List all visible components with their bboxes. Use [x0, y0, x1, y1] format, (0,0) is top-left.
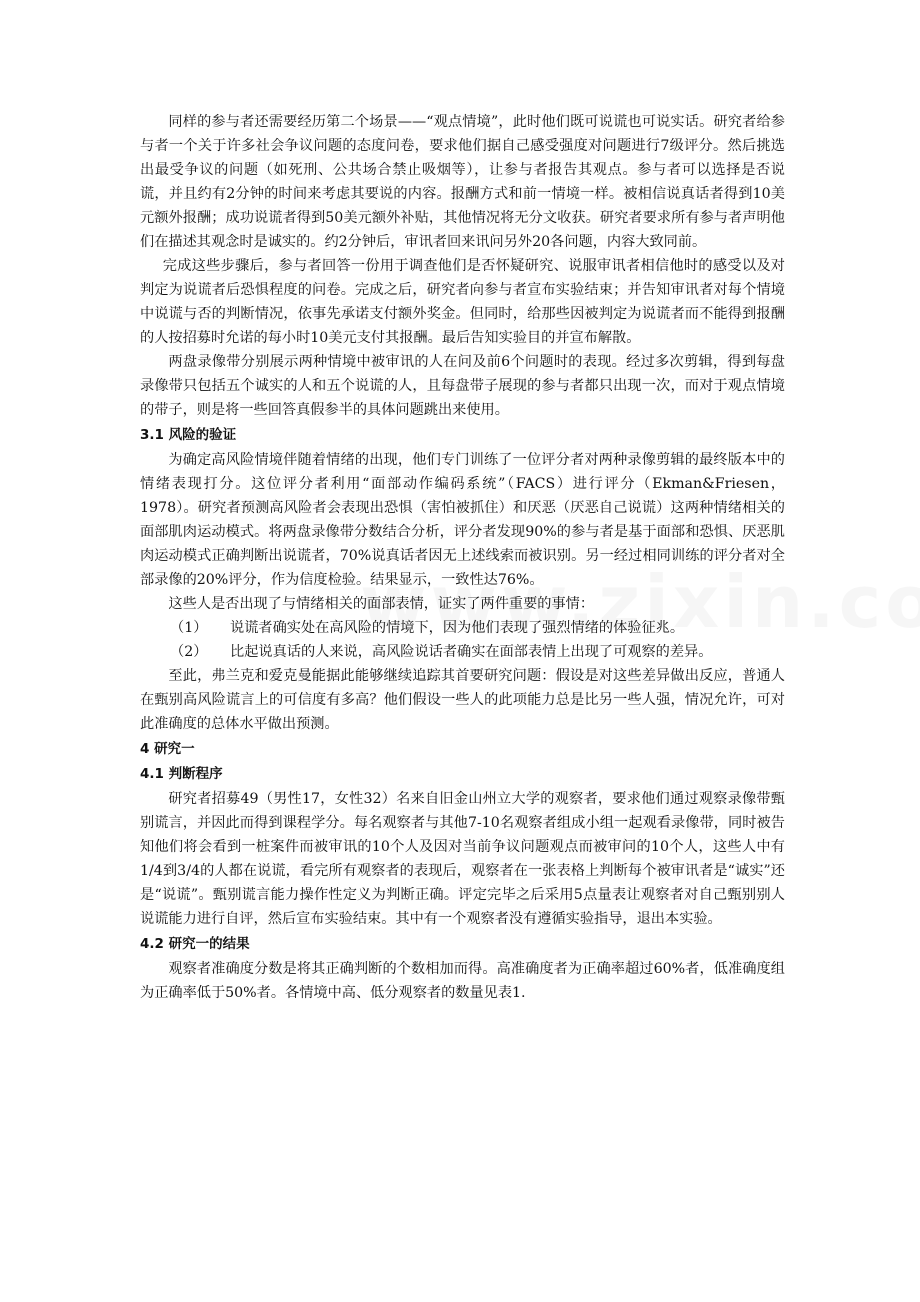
paragraph-questionnaire: 完成这些步骤后，参与者回答一份用于调查他们是否怀疑研究、说服审讯者相信他时的感受以及对判定为说谎者后恐惧程度的问卷。完成之后，研究者向参与者宣布实验结束；并告知审讯者对每个情境中说谎与否的判断情况，依事先承诺支付额外奖金。但同时，给那些因被判定为说谎者而不能得到报酬的人按招募时允诺的每小时10美元支付其报酬。最后告知实验目的并宣布解散。: [140, 258, 785, 346]
list-item: [140, 640, 785, 664]
paragraph-facs: 为确定高风险情境伴随着情绪的出现，他们专门训练了一位评分者对两种录像剪辑的最终版本中的情绪表现打分。这位评分者利用“面部动作编码系统”（FACS）进行评分（Ekman&Friesen，1978）。研究者预测高风险者会表现出恐惧（害怕被抓住）和厌恶（厌恶自己说谎）这两种情绪相关的面部肌肉运动模式。将两盘录像带分数结合分析，评分者发现90%的参与者是基于面部和恐惧、厌恶肌肉运动模式正确判断出说谎者，70%说真话者因无上述线索而被识别。另一经过相同训练的评分者对全部录像的20%评分，作为信度检验。结果显示，一致性达76%。: [140, 452, 785, 588]
paragraph-procedure: 研究者招募49（男性17，女性32）名来自旧金山州立大学的观察者，要求他们通过观察录像带甄别谎言，并因此而得到课程学分。每名观察者与其他7-10名观察者组成小组一起观看录像带，同时被告知他们将会看到一桩案件而被审讯的10个人及因对当前争议问题观点而被审问的10个人，这些人中有1/4到3/4的人都在说谎，看完所有观察者的表现后，观察者在一张表格上判断每个被审讯者是“诚实”还是“说谎”。甄别谎言能力操作性定义为判断正确。评定完毕之后采用5点量表让观察者对自己甄别别人说谎能力进行自评，然后宣布实验结束。其中有一个观察者没有遵循实验指导，退出本实验。: [140, 791, 785, 927]
heading-4: 4 研究一: [140, 741, 195, 757]
list-text: 说谎者确实处在高风险的情境下，因为他们表现了强烈情绪的体验征兆。: [230, 620, 685, 636]
list-text: 比起说真话的人来说，高风险说话者确实在面部表情上出现了可观察的差异。: [230, 644, 713, 660]
list-item: [140, 616, 785, 640]
paragraph-hypothesis: 至此，弗兰克和爱克曼能据此能够继续追踪其首要研究问题：假设是对这些差异做出反应，普通人在甄别高风险谎言上的可信度有多高？他们假设一些人的此项能力总是比另一些人强，情况允许，可对此准确度的总体水平做出预测。: [140, 668, 785, 732]
document-page: [140, 110, 785, 1005]
heading-4-2: 4.2 研究一的结果: [140, 936, 250, 952]
list-number: （1）: [170, 620, 208, 636]
paragraph-videotapes: 两盘录像带分别展示两种情境中被审讯的人在问及前6个问题时的表现。经过多次剪辑，得到每盘录像带只包括五个诚实的人和五个说谎的人，且每盘带子展现的参与者都只出现一次，而对于观点情境的带子，则是将一些回答真假参半的具体问题跳出来使用。: [140, 354, 785, 418]
list-number: （2）: [170, 644, 208, 660]
heading-4-1: 4.1 判断程序: [140, 766, 223, 782]
heading-3-1: 3.1 风险的验证: [140, 427, 237, 443]
paragraph-scenario-two: 同样的参与者还需要经历第二个场景——“观点情境”，此时他们既可说谎也可说实话。研究者给参与者一个关于许多社会争议问题的态度问卷，要求他们据自己感受强度对问题进行7级评分。然后挑选出最受争议的问题（如死刑、公共场合禁止吸烟等），让参与者报告其观点。参与者可以选择是否说谎，并且约有2分钟的时间来考虑其要说的内容。报酬方式和前一情境一样。被相信说真话者得到10美元额外报酬；成功说谎者得到50美元额外补贴，其他情况将无分文收获。研究者要求所有参与者声明他们在描述其观念时是诚实的。约2分钟后，审讯者回来讯问另外20各问题，内容大致同前。: [140, 114, 785, 250]
paragraph-confirm: 这些人是否出现了与情绪相关的面部表情，证实了两件重要的事情：: [168, 596, 595, 612]
paragraph-results: 观察者准确度分数是将其正确判断的个数相加而得。高准确度者为正确率超过60%者，低准确度组为正确率低于50%者。各情境中高、低分观察者的数量见表1.: [140, 961, 785, 1001]
